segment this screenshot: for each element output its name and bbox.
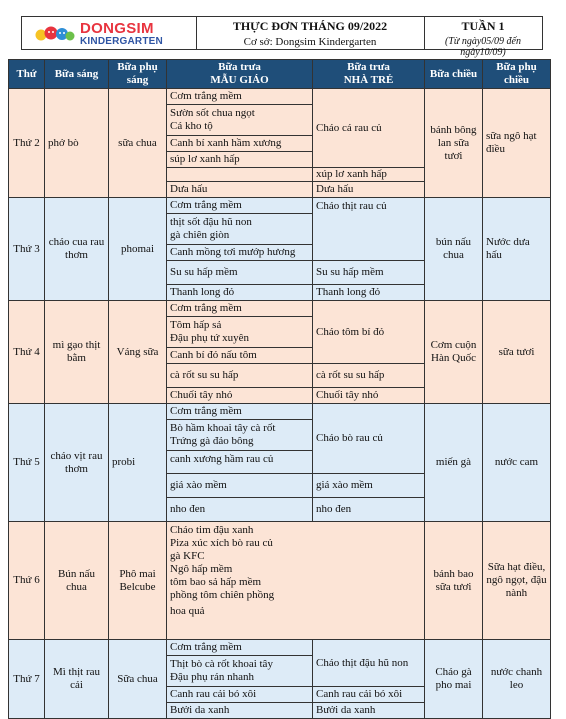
afternoon-snack-cell: nước cam [483,404,551,522]
afternoon-snack-cell: Nước dưa hấu [483,198,551,301]
snack-cell: phomai [109,198,167,301]
kinder-line: Đậu phụ tứ xuyên [170,332,249,344]
kinder-line: Đậu phụ rán nhanh [170,671,255,683]
kinder-line: Thịt bò cà rốt khoai tây [170,658,273,670]
kinder-spacer [167,168,313,182]
breakfast-cell: mì gạo thịt bằm [45,301,109,404]
table-row [9,522,551,640]
nursery-item: Cháo tôm bí đỏ [313,301,425,364]
kinder-item [167,317,313,348]
kinder-line: gà KFC [170,550,205,562]
breakfast-cell: Bún nấu chua [45,522,109,640]
nursery-item: Su su hấp mềm [313,261,425,285]
col-header-morning-snack: Bữa phụ sáng [109,60,167,89]
nursery-item: giá xào mềm [313,474,425,498]
kinder-line: tôm bao sả hấp mềm [170,576,262,588]
table-row [9,301,551,317]
afternoon-cell: Cơm cuộn Hàn Quốc [425,301,483,404]
nursery-item: Bưởi da xanh [313,703,425,719]
kinder-item: Cơm trắng mềm [167,301,313,317]
afternoon-cell: miến gà [425,404,483,522]
table-row [9,640,551,656]
kinder-item: Su su hấp mềm [167,261,313,285]
kinder-line: Piza xúc xích bò rau củ [170,537,273,549]
nursery-item: Cháo thịt đậu hũ non [313,640,425,687]
kinder-item: cà rốt su su hấp [167,364,313,388]
nursery-item: Cháo bò rau củ [313,404,425,474]
col-header-day: Thứ [9,60,45,89]
nursery-item: Thanh long đỏ [313,285,425,301]
kinder-line: Bò hầm khoai tây cà rốt [170,422,276,434]
week-cell [424,17,542,58]
nursery-item: nho đen [313,498,425,522]
afternoon-cell: Cháo gà pho mai [425,640,483,719]
col-header-lunch-kinder [167,60,313,89]
kinder-item: canh xương hầm rau củ [167,451,313,474]
kinder-item [167,656,313,687]
col-header-afternoon: Bữa chiều [425,60,483,89]
table-row [9,404,551,420]
kinder-item: súp lơ xanh hấp [167,152,313,168]
afternoon-snack-cell: sữa ngô hạt điều [483,89,551,198]
breakfast-cell: phở bò [45,89,109,198]
week-label: TUẦN 1 [461,19,505,33]
logo-cell [22,17,197,49]
kinder-item: Cơm trắng mềm [167,198,313,214]
kinder-line: Tôm hấp sả [170,319,222,331]
kids-logo-icon [35,25,75,42]
facility-name: Cơ sở: Dongsim Kindergarten [243,36,377,48]
afternoon-snack-cell: nước chanh leo [483,640,551,719]
kinder-item: Thanh long đỏ [167,285,313,301]
kinder-item [167,105,313,136]
kinder-line: Cháo tim đậu xanh [170,524,254,536]
day-cell: Thứ 5 [9,404,45,522]
kinder-line: thịt sốt đậu hũ non [170,216,252,228]
lunch-kinder-sub: MẪU GIÁO [210,74,269,86]
day-cell: Thứ 2 [9,89,45,198]
kinder-item: Cơm trắng mềm [167,640,313,656]
kinder-item: Cơm trắng mềm [167,404,313,420]
breakfast-cell: Mì thịt rau cải [45,640,109,719]
afternoon-cell: bánh bông lan sữa tươi [425,89,483,198]
col-header-afternoon-snack: Bữa phụ chiều [483,60,551,89]
lunch-kinder-label: Bữa trưa [218,61,261,73]
breakfast-cell: cháo vịt rau thơm [45,404,109,522]
afternoon-snack-cell: sữa tươi [483,301,551,404]
afternoon-cell: bánh bao sữa tươi [425,522,483,640]
snack-cell: probi [109,404,167,522]
kinder-item: nho đen [167,498,313,522]
kinder-item: Chuối tây nhỏ [167,388,313,404]
nursery-item: cà rốt su su hấp [313,364,425,388]
table-row [9,198,551,214]
menu-title: THỰC ĐƠN THÁNG 09/2022 [232,19,388,33]
title-cell [196,17,425,49]
kinder-line: Sườn sốt chua ngọt [170,107,255,119]
col-header-lunch-nursery [313,60,425,89]
kinder-item: Canh mồng tơi mướp hương [167,245,313,261]
nursery-item: xúp lơ xanh hấp [313,168,425,182]
kinder-line: gà chiên giòn [170,229,230,241]
kinder-line: hoa quả [170,605,205,617]
kinder-item: giá xào mềm [167,474,313,498]
snack-cell: sữa chua [109,89,167,198]
snack-cell: Sữa chua [109,640,167,719]
logo-text-main: DONGSIM [80,20,154,37]
kinder-line: Trứng gà đảo bông [170,435,254,447]
day-cell: Thứ 3 [9,198,45,301]
breakfast-cell: cháo cua rau thơm [45,198,109,301]
col-header-breakfast: Bữa sáng [45,60,109,89]
date-range: (Từ ngày05/09 đến ngày10/09) [444,36,521,58]
day-cell: Thứ 6 [9,522,45,640]
kinder-item: Bưởi da xanh [167,703,313,719]
nursery-item: Chuối tây nhỏ [313,388,425,404]
kinder-menu-combined [167,522,425,640]
nursery-item: Cháo thịt rau củ [313,198,425,261]
day-cell: Thứ 7 [9,640,45,719]
nursery-item: Cháo cá rau củ [313,89,425,168]
menu-table [8,59,551,719]
kinder-item: Canh bí đỏ nấu tôm [167,348,313,364]
snack-cell: Váng sữa [109,301,167,404]
kinder-item [167,420,313,451]
snack-cell: Phô mai Belcube [109,522,167,640]
afternoon-cell: bún nấu chua [425,198,483,301]
kinder-line: phồng tôm chiên phồng [170,589,275,601]
table-row [9,89,551,105]
nursery-item: Canh rau cải bó xôi [313,687,425,703]
kinder-item [167,214,313,245]
kinder-item: Cơm trắng mềm [167,89,313,105]
kinder-line: Cá kho tộ [170,120,213,132]
table-header-row [9,60,551,89]
kinder-item: Dưa hấu [167,182,313,198]
afternoon-snack-cell: Sữa hạt điều, ngô ngọt, đậu nành [483,522,551,640]
menu-header [21,16,543,58]
nursery-item: Dưa hấu [313,182,425,198]
lunch-nursery-sub: NHÀ TRẺ [343,74,394,86]
kinder-item: Canh bí xanh hầm xương [167,136,313,152]
lunch-nursery-label: Bữa trưa [347,61,390,73]
kinder-line: Ngô hấp mềm [170,563,233,575]
kinder-item: Canh rau cải bó xôi [167,687,313,703]
logo-text-sub: KINDERGARTEN [80,36,163,47]
day-cell: Thứ 4 [9,301,45,404]
